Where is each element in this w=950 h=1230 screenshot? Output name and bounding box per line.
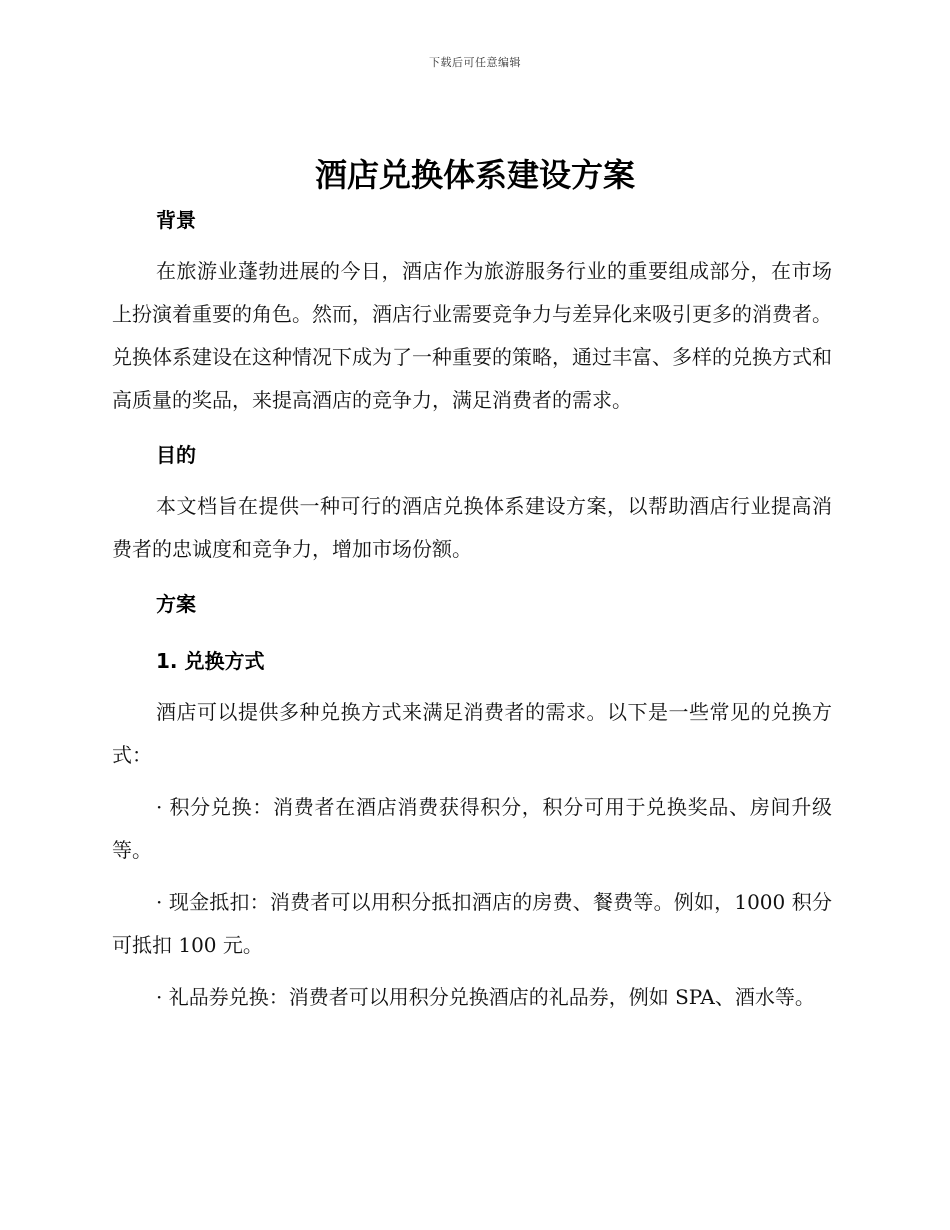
purpose-paragraph: 本文档旨在提供一种可行的酒店兑换体系建设方案，以帮助酒店行业提高消费者的忠诚度和竞争力，增加市场份额。 [112, 494, 832, 561]
section-heading-plan: 方案 [156, 592, 196, 616]
section-heading-background: 背景 [156, 208, 196, 232]
background-paragraph: 在旅游业蓬勃进展的今日，酒店作为旅游服务行业的重要组成部分，在市场上扮演着重要的角色。然而，酒店行业需要竞争力与差异化来吸引更多的消费者。兑换体系建设在这种情况下成为了一种重要的策略，通过丰富、多样的兑换方式和高质量的奖品，来提高酒店的竞争力，满足消费者的需求。 [112, 259, 832, 412]
list-item-gift-voucher: · 礼品券兑换：消费者可以用积分兑换酒店的礼品券，例如 SPA、酒水等。 [156, 985, 815, 1009]
plan-intro-paragraph: 酒店可以提供多种兑换方式来满足消费者的需求。以下是一些常见的兑换方式： [112, 700, 832, 767]
section-heading-purpose: 目的 [156, 443, 196, 467]
list-item-points-exchange: · 积分兑换：消费者在酒店消费获得积分，积分可用于兑换奖品、房间升级等。 [112, 795, 832, 862]
subheading-exchange-methods: 1. 兑换方式 [156, 649, 265, 673]
list-item-cash-deduction: · 现金抵扣：消费者可以用积分抵扣酒店的房费、餐费等。例如，1000 积分可抵扣 100 元。 [112, 890, 832, 957]
document-title: 酒店兑换体系建设方案 [314, 156, 635, 194]
header-note: 下载后可任意编辑 [429, 56, 521, 69]
document-body [112, 196, 832, 1019]
